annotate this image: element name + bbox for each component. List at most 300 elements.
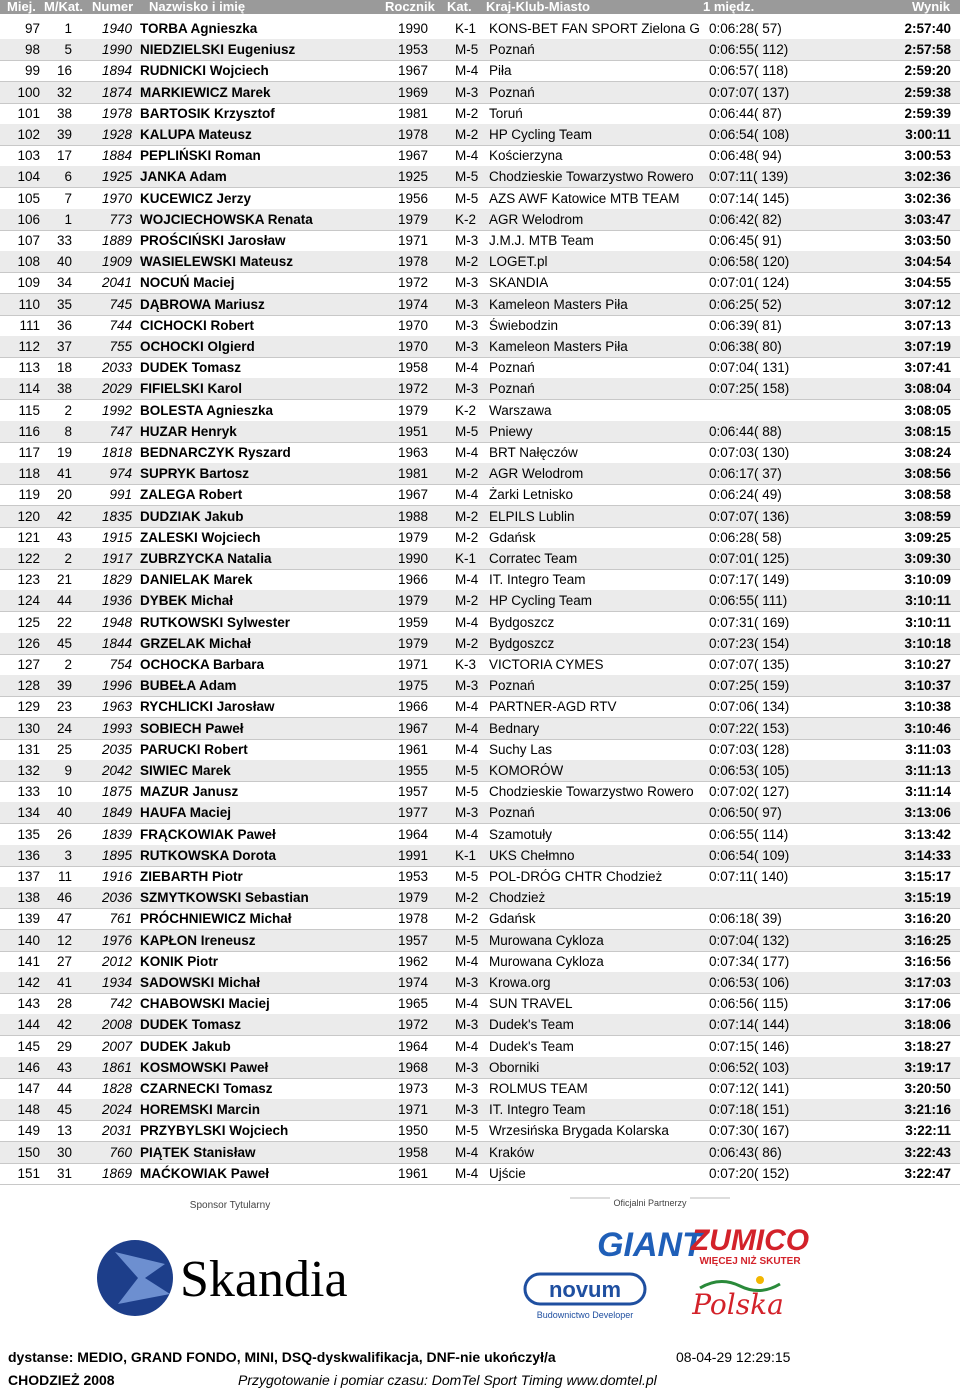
- bib-number-cell: 773: [109, 211, 132, 227]
- birth-year-cell: 1957: [398, 784, 429, 800]
- birth-year-cell: 1979: [398, 529, 429, 545]
- table-row: [0, 802, 960, 824]
- sponsor-title-label: Sponsor Tytularny: [189, 1200, 271, 1211]
- cat-place-cell: 40: [56, 805, 72, 821]
- category-cell: M-5: [455, 784, 479, 800]
- club-cell: Dudek's Team: [489, 1038, 574, 1054]
- place-cell: 148: [17, 1102, 40, 1118]
- bib-number-cell: 1829: [101, 572, 132, 588]
- table-row: [0, 103, 960, 125]
- cat-place-cell: 12: [56, 932, 72, 948]
- bib-number-cell: 991: [109, 487, 132, 503]
- split-time-cell: 0:06:55( 114): [709, 826, 789, 842]
- cat-place-cell: 36: [56, 317, 72, 333]
- birth-year-cell: 1972: [398, 381, 429, 397]
- cat-place-cell: 8: [64, 423, 72, 439]
- place-cell: 132: [17, 763, 40, 778]
- cat-place-cell: 6: [64, 169, 72, 185]
- footer-event-name: CHODZIEŻ 2008: [8, 1372, 115, 1388]
- table-row: [0, 569, 960, 591]
- name-cell: RYCHLICKI Jarosław: [140, 699, 275, 715]
- place-cell: 129: [17, 699, 40, 715]
- name-cell: PRZYBYLSKI Wojciech: [140, 1123, 289, 1139]
- club-cell: HP Cycling Team: [489, 127, 593, 142]
- category-cell: M-5: [455, 932, 479, 948]
- birth-year-cell: 1970: [398, 317, 429, 333]
- place-cell: 102: [17, 127, 40, 142]
- name-cell: DUDEK Jakub: [140, 1038, 231, 1054]
- birth-year-cell: 1981: [398, 105, 429, 121]
- club-cell: Szamotuły: [489, 826, 553, 842]
- result-time-cell: 3:11:13: [905, 763, 951, 778]
- name-cell: CZARNECKI Tomasz: [140, 1081, 273, 1096]
- birth-year-cell: 1964: [398, 1038, 429, 1054]
- category-cell: M-3: [455, 678, 479, 694]
- bib-number-cell: 761: [109, 911, 132, 927]
- place-cell: 137: [17, 869, 40, 884]
- club-cell: Murowana Cykloza: [489, 953, 604, 969]
- name-cell: SZMYTKOWSKI Sebastian: [140, 890, 309, 906]
- split-time-cell: 0:07:03( 128): [709, 741, 790, 757]
- bib-number-cell: 2031: [101, 1123, 132, 1139]
- cat-place-cell: 43: [56, 1059, 72, 1075]
- birth-year-cell: 1990: [398, 21, 429, 36]
- place-cell: 127: [17, 657, 40, 672]
- place-cell: 139: [17, 911, 40, 927]
- place-cell: 131: [17, 741, 40, 757]
- bib-number-cell: 1909: [101, 254, 132, 270]
- bib-number-cell: 760: [109, 1144, 132, 1160]
- birth-year-cell: 1979: [398, 635, 429, 651]
- name-cell: HUZAR Henryk: [140, 423, 237, 439]
- club-cell: Piła: [489, 63, 512, 79]
- category-cell: M-3: [455, 296, 479, 312]
- table-row: [0, 400, 960, 422]
- place-cell: 143: [17, 996, 40, 1012]
- club-cell: Corratec Team: [489, 551, 578, 566]
- place-cell: 134: [17, 805, 40, 821]
- birth-year-cell: 1979: [398, 402, 429, 418]
- cat-place-cell: 28: [56, 996, 72, 1012]
- split-time-cell: 0:06:52( 103): [709, 1059, 790, 1075]
- bib-number-cell: 1828: [101, 1081, 132, 1096]
- place-cell: 140: [17, 932, 40, 948]
- col-header-year: Rocznik: [385, 0, 435, 14]
- result-time-cell: 3:16:25: [904, 932, 951, 948]
- result-time-cell: 3:02:36: [904, 169, 951, 185]
- name-cell: PIĄTEK Stanisław: [140, 1144, 256, 1160]
- result-time-cell: 3:08:58: [904, 487, 951, 503]
- category-cell: M-5: [455, 423, 479, 439]
- birth-year-cell: 1969: [398, 84, 429, 100]
- category-cell: K-3: [455, 657, 477, 672]
- table-row: [0, 166, 960, 188]
- name-cell: OCHOCKI Olgierd: [140, 339, 255, 354]
- name-cell: PRÓCHNIEWICZ Michał: [140, 911, 292, 927]
- bib-number-cell: 1916: [101, 869, 132, 884]
- category-cell: M-3: [455, 317, 479, 333]
- place-cell: 115: [18, 402, 40, 418]
- split-time-cell: 0:06:28( 58): [709, 529, 782, 545]
- result-time-cell: 2:57:40: [904, 21, 951, 36]
- result-time-cell: 3:17:03: [904, 975, 951, 990]
- skandia-wordmark: Skandia: [180, 1251, 348, 1308]
- result-time-cell: 3:15:19: [904, 890, 951, 906]
- result-time-cell: 3:08:59: [904, 508, 951, 524]
- cat-place-cell: 17: [56, 148, 72, 164]
- place-cell: 104: [17, 169, 40, 185]
- name-cell: ZALEGA Robert: [140, 487, 243, 503]
- bib-number-cell: 1940: [101, 21, 132, 36]
- result-time-cell: 3:18:06: [904, 1017, 951, 1033]
- split-time-cell: 0:07:01( 124): [709, 275, 790, 291]
- table-row: [0, 1099, 960, 1121]
- bib-number-cell: 1839: [101, 826, 132, 842]
- result-time-cell: 3:10:18: [904, 635, 951, 651]
- club-cell: J.M.J. MTB Team: [489, 233, 594, 248]
- table-row: [0, 739, 960, 761]
- category-cell: K-2: [455, 211, 477, 227]
- result-time-cell: 3:14:33: [904, 847, 951, 863]
- result-time-cell: 3:07:41: [904, 360, 951, 376]
- cat-place-cell: 25: [56, 741, 72, 757]
- split-time-cell: 0:07:34( 177): [709, 953, 790, 969]
- table-row: [0, 1057, 960, 1079]
- result-time-cell: 3:18:27: [904, 1038, 951, 1054]
- category-cell: M-4: [455, 360, 479, 376]
- birth-year-cell: 1973: [398, 1081, 429, 1096]
- col-header-name: Nazwisko i imię: [149, 0, 246, 14]
- bib-number-cell: 742: [109, 996, 132, 1012]
- table-row: [0, 781, 960, 803]
- novum-wordmark: novum: [548, 1277, 622, 1302]
- category-cell: M-3: [455, 233, 479, 248]
- bib-number-cell: 1869: [101, 1165, 132, 1181]
- place-cell: 112: [18, 339, 40, 354]
- split-time-cell: 0:06:54( 108): [709, 127, 790, 142]
- birth-year-cell: 1961: [398, 1165, 429, 1181]
- birth-year-cell: 1964: [398, 826, 429, 842]
- name-cell: BOLESTA Agnieszka: [140, 402, 274, 418]
- cat-place-cell: 2: [64, 657, 72, 672]
- birth-year-cell: 1975: [398, 678, 429, 694]
- result-time-cell: 2:57:58: [904, 42, 951, 58]
- name-cell: SIWIEC Marek: [140, 763, 231, 778]
- name-cell: FIFIELSKI Karol: [140, 381, 243, 397]
- bib-number-cell: 1990: [101, 42, 132, 58]
- birth-year-cell: 1955: [398, 763, 429, 778]
- cat-place-cell: 38: [56, 105, 72, 121]
- category-cell: M-4: [455, 572, 479, 588]
- place-cell: 145: [17, 1038, 40, 1054]
- table-row: [0, 272, 960, 294]
- table-row: [0, 484, 960, 506]
- table-row: [0, 1120, 960, 1142]
- split-time-cell: 0:06:57( 118): [709, 63, 789, 79]
- category-cell: M-3: [455, 1102, 479, 1118]
- name-cell: DUDEK Tomasz: [140, 360, 242, 376]
- name-cell: NOCUŃ Maciej: [140, 275, 235, 291]
- result-time-cell: 3:10:37: [904, 678, 951, 694]
- result-time-cell: 3:10:38: [904, 699, 951, 715]
- table-row: [0, 124, 960, 146]
- birth-year-cell: 1965: [398, 996, 429, 1012]
- cat-place-cell: 45: [56, 1102, 72, 1118]
- name-cell: BUBEŁA Adam: [140, 678, 237, 694]
- table-row: [0, 82, 960, 104]
- table-row: [0, 908, 960, 930]
- birth-year-cell: 1971: [398, 657, 429, 672]
- result-time-cell: 3:10:09: [904, 572, 951, 588]
- bib-number-cell: 1818: [101, 445, 132, 460]
- result-time-cell: 2:59:38: [904, 84, 951, 100]
- birth-year-cell: 1968: [398, 1059, 429, 1075]
- table-row: [0, 866, 960, 888]
- col-header-result: Wynik: [911, 0, 950, 14]
- sponsor-partners-label: Oficjalni Partnerzy: [613, 1198, 687, 1208]
- category-cell: M-3: [455, 975, 479, 990]
- name-cell: WASIELEWSKI Mateusz: [140, 254, 294, 270]
- split-time-cell: 0:06:39( 81): [709, 317, 782, 333]
- name-cell: PEPLIŃSKI Roman: [140, 148, 261, 164]
- split-time-cell: 0:06:53( 105): [709, 763, 790, 778]
- cat-place-cell: 26: [56, 826, 72, 842]
- category-cell: M-5: [455, 42, 479, 58]
- table-row: [0, 209, 960, 231]
- result-time-cell: 3:21:16: [904, 1102, 951, 1118]
- table-row: [0, 633, 960, 655]
- split-time-cell: 0:06:17( 37): [709, 466, 782, 482]
- club-cell: Poznań: [489, 678, 535, 694]
- result-time-cell: 3:00:53: [904, 148, 951, 164]
- category-cell: M-3: [455, 339, 479, 354]
- table-row: [0, 972, 960, 994]
- cat-place-cell: 20: [56, 487, 72, 503]
- club-cell: Poznań: [489, 360, 535, 376]
- club-cell: Poznań: [489, 805, 535, 821]
- category-cell: M-4: [455, 148, 479, 164]
- table-row: [0, 463, 960, 485]
- place-cell: 136: [17, 847, 40, 863]
- col-header-cat-place: M/Kat.: [44, 0, 83, 14]
- place-cell: 135: [17, 826, 40, 842]
- cat-place-cell: 27: [56, 953, 72, 969]
- result-time-cell: 3:02:36: [904, 190, 951, 206]
- birth-year-cell: 1967: [398, 487, 429, 503]
- club-cell: Żarki Letnisko: [489, 487, 574, 503]
- result-time-cell: 3:04:54: [904, 254, 951, 270]
- category-cell: M-4: [455, 487, 479, 503]
- footer-timing-credit: Przygotowanie i pomiar czasu: DomTel Sport Timing www.domtel.pl: [238, 1372, 657, 1388]
- place-cell: 121: [17, 529, 40, 545]
- name-cell: MARKIEWICZ Marek: [140, 84, 271, 100]
- split-time-cell: 0:07:15( 146): [709, 1038, 790, 1054]
- table-row: [0, 188, 960, 210]
- birth-year-cell: 1953: [398, 42, 429, 58]
- split-time-cell: 0:06:42( 82): [709, 211, 782, 227]
- table-row: [0, 654, 960, 676]
- table-row: [0, 548, 960, 570]
- club-cell: VICTORIA CYMES: [489, 657, 604, 672]
- split-time-cell: 0:06:18( 39): [709, 911, 782, 927]
- bib-number-cell: 2029: [101, 381, 132, 397]
- cat-place-cell: 29: [56, 1038, 72, 1054]
- birth-year-cell: 1974: [398, 975, 429, 990]
- result-time-cell: 3:08:04: [904, 381, 951, 397]
- cat-place-cell: 42: [56, 1017, 72, 1033]
- split-time-cell: 0:07:17( 149): [709, 572, 790, 588]
- novum-logo: [525, 1274, 645, 1320]
- place-cell: 119: [18, 487, 40, 503]
- category-cell: M-3: [455, 84, 479, 100]
- category-cell: M-4: [455, 1165, 479, 1181]
- result-time-cell: 3:19:17: [904, 1059, 951, 1075]
- split-time-cell: 0:06:44( 88): [709, 423, 782, 439]
- cat-place-cell: 34: [56, 275, 72, 291]
- bib-number-cell: 1884: [101, 148, 132, 164]
- bib-number-cell: 1963: [101, 699, 132, 715]
- split-time-cell: 0:07:07( 136): [709, 508, 790, 524]
- club-cell: Pniewy: [489, 423, 533, 439]
- club-cell: KONS-BET FAN SPORT Zielona G: [489, 21, 700, 36]
- table-row: [0, 1078, 960, 1100]
- bib-number-cell: 974: [109, 466, 132, 482]
- club-cell: Poznań: [489, 42, 535, 58]
- zumico-tagline: WIĘCEJ NIŻ SKUTER: [699, 1256, 801, 1267]
- name-cell: HOREMSKI Marcin: [140, 1102, 261, 1118]
- place-cell: 122: [17, 551, 40, 566]
- club-cell: Chodzieskie Towarzystwo Rowero: [489, 169, 694, 185]
- birth-year-cell: 1961: [398, 741, 429, 757]
- place-cell: 110: [18, 296, 40, 312]
- table-row: [0, 145, 960, 167]
- table-row: [0, 251, 960, 273]
- split-time-cell: 0:07:25( 159): [709, 678, 790, 694]
- category-cell: M-2: [455, 529, 479, 545]
- bib-number-cell: 744: [109, 317, 132, 333]
- result-time-cell: 3:16:56: [904, 953, 951, 969]
- name-cell: MAZUR Janusz: [140, 784, 239, 800]
- club-cell: POL-DRÓG CHTR Chodzież: [489, 869, 663, 884]
- club-cell: Murowana Cykloza: [489, 932, 604, 948]
- category-cell: M-2: [455, 105, 479, 121]
- club-cell: Krowa.org: [489, 975, 551, 990]
- bib-number-cell: 2007: [101, 1038, 132, 1054]
- category-cell: M-2: [455, 508, 479, 524]
- bib-number-cell: 1996: [101, 678, 132, 694]
- split-time-cell: 0:06:45( 91): [709, 233, 782, 248]
- table-row: [0, 506, 960, 528]
- birth-year-cell: 1972: [398, 1017, 429, 1033]
- polska-logo: [691, 1276, 784, 1321]
- split-time-cell: 0:06:43( 86): [709, 1144, 782, 1160]
- birth-year-cell: 1925: [398, 169, 429, 185]
- table-row: [0, 1163, 960, 1185]
- name-cell: SOBIECH Paweł: [140, 720, 244, 736]
- club-cell: Kameleon Masters Piła: [489, 296, 628, 312]
- result-time-cell: 3:11:03: [905, 741, 951, 757]
- birth-year-cell: 1951: [398, 423, 429, 439]
- novum-tagline: Budownictwo Developer: [536, 1310, 634, 1320]
- club-cell: Świebodzin: [489, 317, 559, 333]
- name-cell: NIEDZIELSKI Eugeniusz: [140, 42, 296, 58]
- category-cell: M-4: [455, 63, 479, 79]
- split-time-cell: 0:07:23( 154): [709, 635, 790, 651]
- birth-year-cell: 1967: [398, 63, 429, 79]
- birth-year-cell: 1966: [398, 699, 429, 715]
- table-row: [0, 18, 960, 40]
- place-cell: 128: [17, 678, 40, 694]
- cat-place-cell: 1: [64, 211, 72, 227]
- table-row: [0, 930, 960, 952]
- club-cell: ROLMUS TEAM: [489, 1081, 588, 1096]
- bib-number-cell: 2012: [101, 953, 132, 969]
- birth-year-cell: 1971: [398, 1102, 429, 1118]
- name-cell: FRĄCKOWIAK Paweł: [140, 826, 276, 842]
- place-cell: 144: [17, 1017, 40, 1033]
- name-cell: JANKA Adam: [140, 169, 227, 185]
- footer-legend: dystanse: MEDIO, GRAND FONDO, MINI, DSQ-dyskwalifikacja, DNF-nie ukończył/a: [8, 1349, 556, 1365]
- category-cell: M-2: [455, 890, 479, 906]
- name-cell: DĄBROWA Mariusz: [140, 296, 265, 312]
- cat-place-cell: 23: [56, 699, 72, 715]
- split-time-cell: 0:07:14( 144): [709, 1017, 790, 1033]
- bib-number-cell: 1928: [101, 127, 132, 142]
- place-cell: 105: [17, 190, 40, 206]
- bib-number-cell: 1894: [101, 63, 132, 79]
- cat-place-cell: 7: [64, 190, 72, 206]
- table-row: [0, 1036, 960, 1058]
- category-cell: M-4: [455, 699, 479, 715]
- club-cell: Dudek's Team: [489, 1017, 574, 1033]
- place-cell: 113: [18, 360, 40, 376]
- bib-number-cell: 1875: [101, 784, 132, 800]
- category-cell: M-3: [455, 1081, 479, 1096]
- table-row: [0, 718, 960, 740]
- split-time-cell: 0:06:54( 109): [709, 847, 790, 863]
- bib-number-cell: 1917: [101, 551, 132, 566]
- cat-place-cell: 32: [56, 84, 72, 100]
- birth-year-cell: 1979: [398, 211, 429, 227]
- place-cell: 117: [18, 445, 40, 460]
- bib-number-cell: 1934: [101, 975, 132, 990]
- result-time-cell: 3:10:27: [904, 657, 951, 672]
- club-cell: Warszawa: [489, 402, 552, 418]
- category-cell: M-3: [455, 805, 479, 821]
- cat-place-cell: 24: [56, 720, 72, 736]
- category-cell: M-3: [455, 275, 479, 291]
- club-cell: Gdańsk: [489, 911, 536, 927]
- club-cell: Wrzesińska Brygada Kolarska: [489, 1123, 669, 1139]
- cat-place-cell: 35: [56, 296, 72, 312]
- result-time-cell: 2:59:20: [904, 63, 951, 79]
- cat-place-cell: 43: [56, 529, 72, 545]
- club-cell: SKANDIA: [489, 275, 549, 291]
- name-cell: DANIELAK Marek: [140, 572, 253, 588]
- cat-place-cell: 38: [56, 381, 72, 397]
- birth-year-cell: 1988: [398, 508, 429, 524]
- col-header-club: Kraj-Klub-Miasto: [486, 0, 590, 14]
- polska-wordmark: Polska: [692, 1288, 784, 1321]
- birth-year-cell: 1953: [398, 869, 429, 884]
- bib-number-cell: 1849: [101, 805, 132, 821]
- result-time-cell: 3:07:19: [904, 339, 951, 354]
- cat-place-cell: 39: [56, 127, 72, 142]
- category-cell: M-4: [455, 741, 479, 757]
- cat-place-cell: 2: [64, 551, 72, 566]
- category-cell: K-1: [455, 847, 477, 863]
- name-cell: TORBA Agnieszka: [140, 21, 258, 36]
